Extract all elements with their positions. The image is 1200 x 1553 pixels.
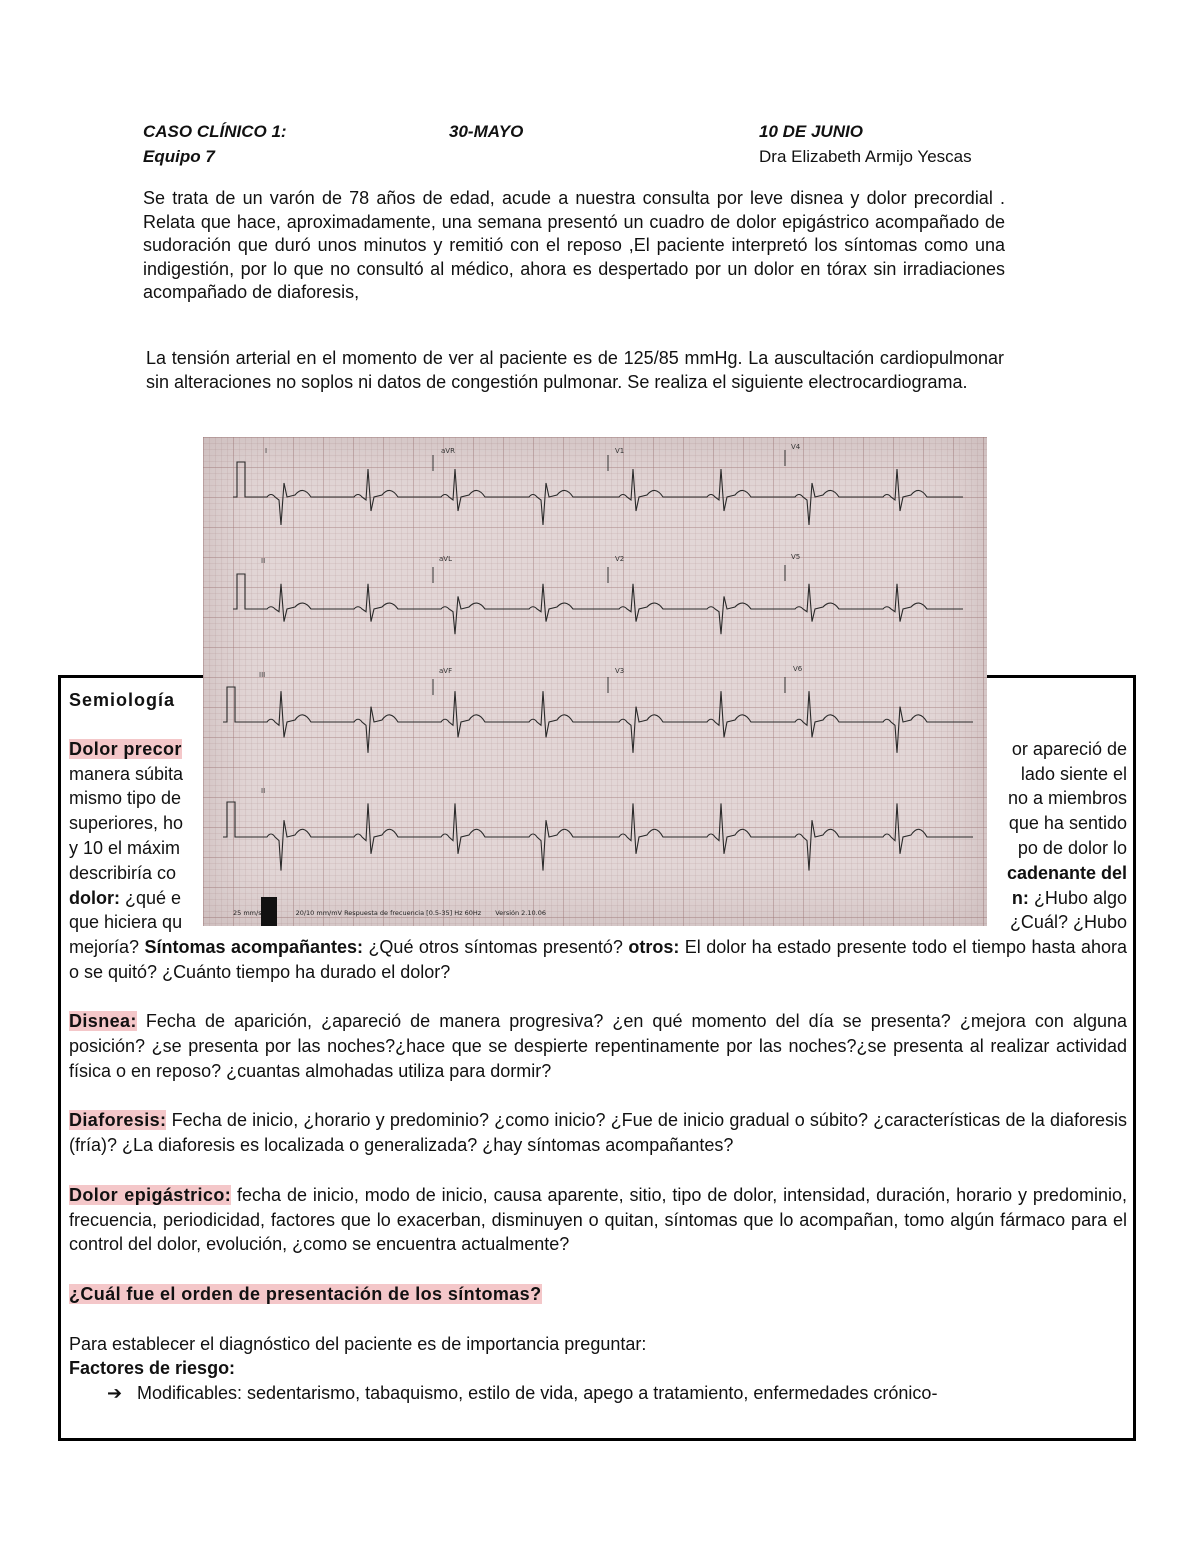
disnea-paragraph: Disnea: Fecha de aparición, ¿apareció de manera progresiva? ¿en qué momento del día se presenta? ¿mejora con alguna posición? ¿se presenta por las noches?¿hace que se despierte repentinamente por las noches?¿se presenta al realizar actividad física o en reposo? ¿cuantas almohadas utiliza para dormir?	[69, 1011, 1127, 1081]
lead-label: II	[261, 787, 266, 795]
lead-label: V4	[791, 443, 801, 451]
ecg-trace	[223, 687, 973, 753]
line3-left: mismo tipo de	[69, 788, 182, 809]
lead-label: aVR	[441, 447, 455, 455]
ecg-trace	[233, 574, 963, 634]
line3-right: no a miembros	[1007, 788, 1127, 809]
ecg-footer: 25 mm/s 20/10 mm/mV Respuesta de frecuencia [0.5-35] Hz 60Hz Versión 2.10.06	[233, 909, 546, 917]
date-end: 10 DE JUNIO	[759, 122, 863, 141]
lead-label: II	[261, 557, 266, 565]
lead-label: V1	[615, 447, 625, 455]
symptom-order-question: ¿Cuál fue el orden de presentación de los síntomas?	[69, 1283, 542, 1304]
section-title: Semiología	[69, 690, 176, 710]
line7-left: dolor: ¿qué e	[69, 887, 182, 908]
diaforesis-label: Diaforesis:	[69, 1110, 167, 1131]
lead-label: III	[259, 671, 266, 679]
lead-label: I	[265, 447, 268, 455]
line8-right: ¿Cuál? ¿Hubo	[1009, 912, 1127, 933]
diaforesis-paragraph: Diaforesis: Fecha de inicio, ¿horario y predominio? ¿como inicio? ¿Fue de inicio gradual o súbito? ¿características de la diaforesis (fría)? ¿La diaforesis es localizada o generalizada? ¿hay síntomas acompañantes?	[69, 1110, 1127, 1156]
line5-right: po de dolor lo	[1017, 837, 1127, 858]
lead-label: aVF	[439, 667, 453, 675]
case-vitals: La tensión arterial en el momento de ver al paciente es de 125/85 mmHg. La auscultación cardiopulmonar sin alteraciones no soplos ni datos de congestión pulmonar. Se realiza el siguiente electrocardiograma.	[146, 348, 1004, 392]
team-label: Equipo 7	[143, 147, 215, 166]
epigastrico-paragraph: Dolor epigástrico: fecha de inicio, modo de inicio, causa aparente, sitio, tipo de dolor, intensidad, duración, horario y predominio, frecuencia, periodicidad, factores que lo exacerban, disminuyen o quitan, síntomas que lo acompañan, tomo algún fármaco para el control del dolor, evolución, ¿como se encuentra actualmente?	[69, 1184, 1127, 1255]
dolor-precordial-label: Dolor precor	[69, 738, 182, 759]
lead-label: V3	[615, 667, 625, 675]
line4-left: superiores, ho	[69, 813, 184, 834]
epigastrico-label: Dolor epigástrico:	[69, 1184, 232, 1205]
ecg-trace	[233, 462, 963, 525]
lead-label: V2	[615, 555, 625, 563]
list-item: ➔ Modificables: sedentarismo, tabaquismo, estilo de vida, apego a tratamiento, enfermedades crónico-	[69, 1381, 1127, 1406]
line6-right: cadenante del	[1006, 862, 1127, 883]
line7-right: n: ¿Hubo algo	[1011, 887, 1127, 908]
line1-right: or apareció de	[1011, 738, 1127, 759]
line2-right: lado siente el	[1020, 763, 1127, 784]
lead-label: V5	[791, 553, 801, 561]
date-start: 30-MAYO	[449, 122, 524, 141]
case-description: Se trata de un varón de 78 años de edad, acude a nuestra consulta por leve disnea y dolor precordial . Relata que hace, aproximadamente, una semana presentó un cuadro de dolor epigástrico acompañado de sudoración que duró unos minutos y remitió con el reposo ,El paciente interpretó los síntomas como una indigestión, por lo que no consultó al médico, ahora es despertado por un dolor en tórax sin irradiaciones acompañado de diaforesis,	[143, 188, 1005, 302]
ecg-image	[203, 437, 987, 926]
line8-left: que hiciera qu	[69, 912, 183, 933]
line4-right: que ha sentido	[1008, 813, 1127, 834]
case-title: CASO CLÍNICO 1:	[143, 122, 287, 141]
diagnosis-intro: Para establecer el diagnóstico del paciente es de importancia preguntar:	[69, 1333, 647, 1354]
lead-label: V6	[793, 665, 803, 673]
arrow-icon: ➔	[107, 1383, 123, 1404]
disnea-label: Disnea:	[69, 1011, 137, 1032]
line6-left: describiría co	[69, 862, 177, 883]
risk-factors-heading: Factores de riesgo:	[69, 1358, 236, 1379]
ecg-traces	[203, 437, 987, 926]
doctor-name: Dra Elizabeth Armijo Yescas	[759, 147, 972, 166]
dolor-continuation: mejoría? Síntomas acompañantes: ¿Qué otros síntomas presentó? otros: El dolor ha estado presente todo el tiempo hasta ahora o se quitó? ¿Cuánto tiempo ha durado el dolor?	[69, 936, 1128, 982]
line2-left: manera súbita	[69, 763, 184, 784]
ecg-trace	[223, 802, 973, 871]
line5-left: y 10 el máxim	[69, 837, 181, 858]
lead-label: aVL	[439, 555, 452, 563]
